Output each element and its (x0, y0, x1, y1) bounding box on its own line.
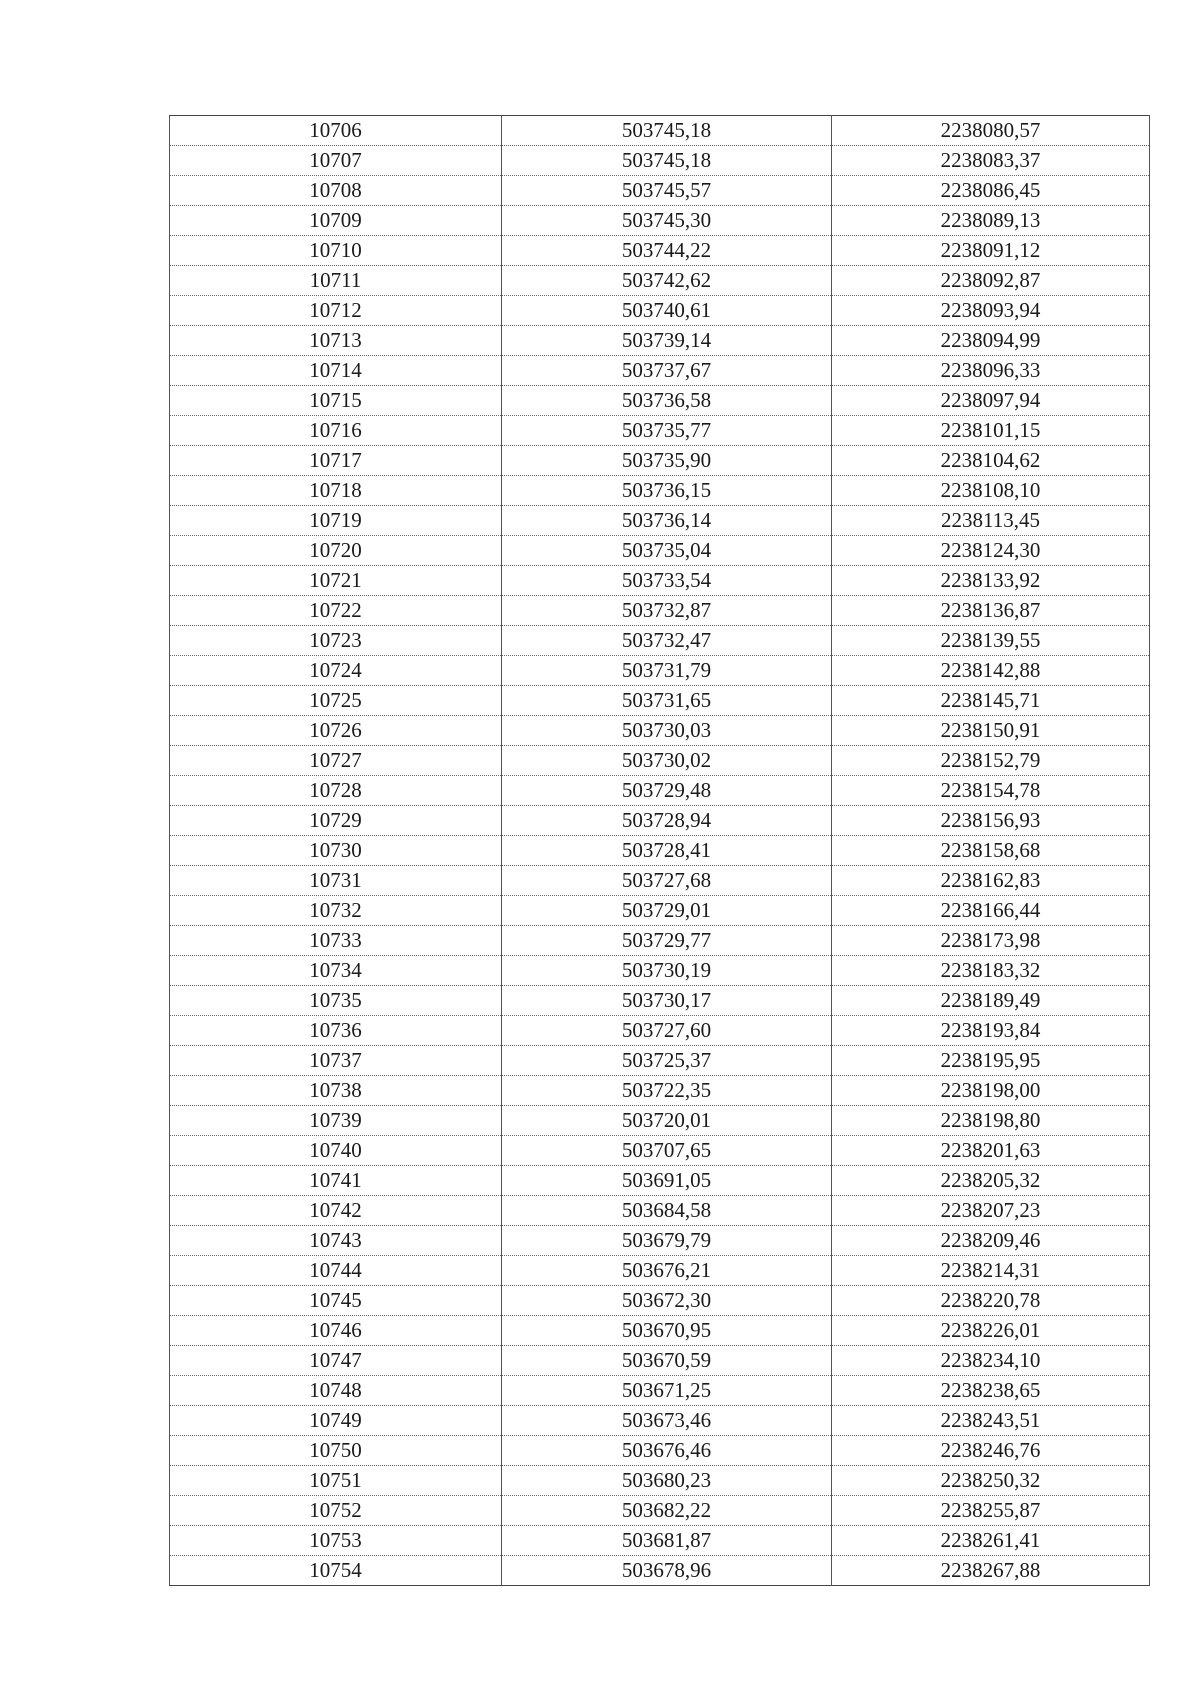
x-coordinate-cell: 503735,04 (502, 536, 832, 566)
table-row (170, 986, 1150, 1016)
y-coordinate-cell: 2238193,84 (832, 1016, 1150, 1046)
table-row (170, 626, 1150, 656)
x-coordinate-cell: 503676,21 (502, 1256, 832, 1286)
table-row (170, 506, 1150, 536)
point-number-cell: 10743 (170, 1226, 502, 1256)
x-coordinate-cell: 503730,02 (502, 746, 832, 776)
x-coordinate-cell: 503744,22 (502, 236, 832, 266)
point-number-cell: 10739 (170, 1106, 502, 1136)
y-coordinate-cell: 2238246,76 (832, 1436, 1150, 1466)
x-coordinate-cell: 503733,54 (502, 566, 832, 596)
x-coordinate-cell: 503730,19 (502, 956, 832, 986)
x-coordinate-cell: 503736,15 (502, 476, 832, 506)
point-number-cell: 10746 (170, 1316, 502, 1346)
y-coordinate-cell: 2238198,80 (832, 1106, 1150, 1136)
y-coordinate-cell: 2238089,13 (832, 206, 1150, 236)
point-number-cell: 10710 (170, 236, 502, 266)
y-coordinate-cell: 2238201,63 (832, 1136, 1150, 1166)
x-coordinate-cell: 503670,95 (502, 1316, 832, 1346)
x-coordinate-cell: 503682,22 (502, 1496, 832, 1526)
x-coordinate-cell: 503729,01 (502, 896, 832, 926)
x-coordinate-cell: 503737,67 (502, 356, 832, 386)
table-row (170, 1286, 1150, 1316)
y-coordinate-cell: 2238101,15 (832, 416, 1150, 446)
point-number-cell: 10726 (170, 716, 502, 746)
table-row (170, 896, 1150, 926)
y-coordinate-cell: 2238091,12 (832, 236, 1150, 266)
table-row (170, 1556, 1150, 1586)
y-coordinate-cell: 2238156,93 (832, 806, 1150, 836)
point-number-cell: 10712 (170, 296, 502, 326)
point-number-cell: 10723 (170, 626, 502, 656)
x-coordinate-cell: 503731,79 (502, 656, 832, 686)
table-row (170, 656, 1150, 686)
point-number-cell: 10720 (170, 536, 502, 566)
point-number-cell: 10745 (170, 1286, 502, 1316)
y-coordinate-cell: 2238158,68 (832, 836, 1150, 866)
point-number-cell: 10731 (170, 866, 502, 896)
x-coordinate-cell: 503673,46 (502, 1406, 832, 1436)
point-number-cell: 10742 (170, 1196, 502, 1226)
table-row (170, 206, 1150, 236)
x-coordinate-cell: 503736,14 (502, 506, 832, 536)
y-coordinate-cell: 2238097,94 (832, 386, 1150, 416)
y-coordinate-cell: 2238255,87 (832, 1496, 1150, 1526)
y-coordinate-cell: 2238238,65 (832, 1376, 1150, 1406)
table-row (170, 1046, 1150, 1076)
point-number-cell: 10711 (170, 266, 502, 296)
x-coordinate-cell: 503745,18 (502, 116, 832, 146)
x-coordinate-cell: 503745,57 (502, 176, 832, 206)
table-row (170, 1016, 1150, 1046)
table-row (170, 1436, 1150, 1466)
point-number-cell: 10738 (170, 1076, 502, 1106)
table-row (170, 1196, 1150, 1226)
y-coordinate-cell: 2238226,01 (832, 1316, 1150, 1346)
x-coordinate-cell: 503679,79 (502, 1226, 832, 1256)
x-coordinate-cell: 503728,41 (502, 836, 832, 866)
y-coordinate-cell: 2238092,87 (832, 266, 1150, 296)
table-row (170, 1256, 1150, 1286)
table-row (170, 596, 1150, 626)
y-coordinate-cell: 2238166,44 (832, 896, 1150, 926)
table-row (170, 566, 1150, 596)
point-number-cell: 10753 (170, 1526, 502, 1556)
point-number-cell: 10715 (170, 386, 502, 416)
point-number-cell: 10713 (170, 326, 502, 356)
point-number-cell: 10716 (170, 416, 502, 446)
x-coordinate-cell: 503680,23 (502, 1466, 832, 1496)
table-row (170, 1526, 1150, 1556)
point-number-cell: 10735 (170, 986, 502, 1016)
point-number-cell: 10751 (170, 1466, 502, 1496)
x-coordinate-cell: 503729,48 (502, 776, 832, 806)
y-coordinate-cell: 2238104,62 (832, 446, 1150, 476)
y-coordinate-cell: 2238243,51 (832, 1406, 1150, 1436)
coordinates-table-body (170, 116, 1150, 1586)
point-number-cell: 10725 (170, 686, 502, 716)
table-row (170, 1346, 1150, 1376)
x-coordinate-cell: 503722,35 (502, 1076, 832, 1106)
table-row (170, 236, 1150, 266)
y-coordinate-cell: 2238207,23 (832, 1196, 1150, 1226)
table-row (170, 1496, 1150, 1526)
table-row (170, 266, 1150, 296)
y-coordinate-cell: 2238198,00 (832, 1076, 1150, 1106)
x-coordinate-cell: 503671,25 (502, 1376, 832, 1406)
coordinates-table (169, 115, 1150, 1586)
point-number-cell: 10737 (170, 1046, 502, 1076)
x-coordinate-cell: 503684,58 (502, 1196, 832, 1226)
point-number-cell: 10749 (170, 1406, 502, 1436)
table-row (170, 746, 1150, 776)
y-coordinate-cell: 2238152,79 (832, 746, 1150, 776)
x-coordinate-cell: 503730,17 (502, 986, 832, 1016)
y-coordinate-cell: 2238214,31 (832, 1256, 1150, 1286)
table-row (170, 926, 1150, 956)
y-coordinate-cell: 2238150,91 (832, 716, 1150, 746)
point-number-cell: 10741 (170, 1166, 502, 1196)
table-row (170, 836, 1150, 866)
y-coordinate-cell: 2238124,30 (832, 536, 1150, 566)
x-coordinate-cell: 503732,87 (502, 596, 832, 626)
x-coordinate-cell: 503728,94 (502, 806, 832, 836)
y-coordinate-cell: 2238113,45 (832, 506, 1150, 536)
table-row (170, 866, 1150, 896)
table-row (170, 956, 1150, 986)
x-coordinate-cell: 503731,65 (502, 686, 832, 716)
point-number-cell: 10736 (170, 1016, 502, 1046)
y-coordinate-cell: 2238080,57 (832, 116, 1150, 146)
x-coordinate-cell: 503736,58 (502, 386, 832, 416)
point-number-cell: 10748 (170, 1376, 502, 1406)
x-coordinate-cell: 503672,30 (502, 1286, 832, 1316)
y-coordinate-cell: 2238083,37 (832, 146, 1150, 176)
x-coordinate-cell: 503729,77 (502, 926, 832, 956)
x-coordinate-cell: 503745,30 (502, 206, 832, 236)
table-row (170, 686, 1150, 716)
point-number-cell: 10708 (170, 176, 502, 206)
x-coordinate-cell: 503727,68 (502, 866, 832, 896)
point-number-cell: 10718 (170, 476, 502, 506)
x-coordinate-cell: 503739,14 (502, 326, 832, 356)
x-coordinate-cell: 503707,65 (502, 1136, 832, 1166)
y-coordinate-cell: 2238234,10 (832, 1346, 1150, 1376)
point-number-cell: 10754 (170, 1556, 502, 1586)
point-number-cell: 10734 (170, 956, 502, 986)
point-number-cell: 10747 (170, 1346, 502, 1376)
x-coordinate-cell: 503676,46 (502, 1436, 832, 1466)
y-coordinate-cell: 2238173,98 (832, 926, 1150, 956)
point-number-cell: 10740 (170, 1136, 502, 1166)
point-number-cell: 10722 (170, 596, 502, 626)
point-number-cell: 10732 (170, 896, 502, 926)
point-number-cell: 10752 (170, 1496, 502, 1526)
table-row (170, 716, 1150, 746)
table-row (170, 1106, 1150, 1136)
x-coordinate-cell: 503742,62 (502, 266, 832, 296)
point-number-cell: 10714 (170, 356, 502, 386)
y-coordinate-cell: 2238183,32 (832, 956, 1150, 986)
x-coordinate-cell: 503735,90 (502, 446, 832, 476)
table-row (170, 446, 1150, 476)
table-row (170, 1466, 1150, 1496)
table-row (170, 146, 1150, 176)
y-coordinate-cell: 2238142,88 (832, 656, 1150, 686)
table-row (170, 476, 1150, 506)
table-row (170, 1406, 1150, 1436)
table-row (170, 326, 1150, 356)
x-coordinate-cell: 503730,03 (502, 716, 832, 746)
y-coordinate-cell: 2238096,33 (832, 356, 1150, 386)
y-coordinate-cell: 2238145,71 (832, 686, 1150, 716)
y-coordinate-cell: 2238139,55 (832, 626, 1150, 656)
x-coordinate-cell: 503740,61 (502, 296, 832, 326)
point-number-cell: 10733 (170, 926, 502, 956)
y-coordinate-cell: 2238209,46 (832, 1226, 1150, 1256)
x-coordinate-cell: 503691,05 (502, 1166, 832, 1196)
x-coordinate-cell: 503727,60 (502, 1016, 832, 1046)
y-coordinate-cell: 2238136,87 (832, 596, 1150, 626)
x-coordinate-cell: 503720,01 (502, 1106, 832, 1136)
table-row (170, 536, 1150, 566)
table-row (170, 296, 1150, 326)
point-number-cell: 10717 (170, 446, 502, 476)
y-coordinate-cell: 2238250,32 (832, 1466, 1150, 1496)
table-row (170, 1136, 1150, 1166)
point-number-cell: 10709 (170, 206, 502, 236)
point-number-cell: 10719 (170, 506, 502, 536)
table-row (170, 356, 1150, 386)
point-number-cell: 10727 (170, 746, 502, 776)
x-coordinate-cell: 503735,77 (502, 416, 832, 446)
y-coordinate-cell: 2238261,41 (832, 1526, 1150, 1556)
y-coordinate-cell: 2238220,78 (832, 1286, 1150, 1316)
table-row (170, 116, 1150, 146)
y-coordinate-cell: 2238133,92 (832, 566, 1150, 596)
table-row (170, 806, 1150, 836)
y-coordinate-cell: 2238189,49 (832, 986, 1150, 1016)
y-coordinate-cell: 2238086,45 (832, 176, 1150, 206)
x-coordinate-cell: 503670,59 (502, 1346, 832, 1376)
point-number-cell: 10729 (170, 806, 502, 836)
table-row (170, 1226, 1150, 1256)
y-coordinate-cell: 2238267,88 (832, 1556, 1150, 1586)
y-coordinate-cell: 2238154,78 (832, 776, 1150, 806)
x-coordinate-cell: 503681,87 (502, 1526, 832, 1556)
y-coordinate-cell: 2238195,95 (832, 1046, 1150, 1076)
table-row (170, 386, 1150, 416)
point-number-cell: 10728 (170, 776, 502, 806)
table-row (170, 1376, 1150, 1406)
table-row (170, 1076, 1150, 1106)
point-number-cell: 10724 (170, 656, 502, 686)
point-number-cell: 10744 (170, 1256, 502, 1286)
table-row (170, 176, 1150, 206)
x-coordinate-cell: 503678,96 (502, 1556, 832, 1586)
y-coordinate-cell: 2238162,83 (832, 866, 1150, 896)
point-number-cell: 10707 (170, 146, 502, 176)
point-number-cell: 10706 (170, 116, 502, 146)
x-coordinate-cell: 503725,37 (502, 1046, 832, 1076)
table-row (170, 776, 1150, 806)
y-coordinate-cell: 2238093,94 (832, 296, 1150, 326)
table-row (170, 1166, 1150, 1196)
y-coordinate-cell: 2238094,99 (832, 326, 1150, 356)
point-number-cell: 10730 (170, 836, 502, 866)
point-number-cell: 10721 (170, 566, 502, 596)
table-row (170, 1316, 1150, 1346)
table-row (170, 416, 1150, 446)
y-coordinate-cell: 2238205,32 (832, 1166, 1150, 1196)
x-coordinate-cell: 503732,47 (502, 626, 832, 656)
x-coordinate-cell: 503745,18 (502, 146, 832, 176)
point-number-cell: 10750 (170, 1436, 502, 1466)
y-coordinate-cell: 2238108,10 (832, 476, 1150, 506)
